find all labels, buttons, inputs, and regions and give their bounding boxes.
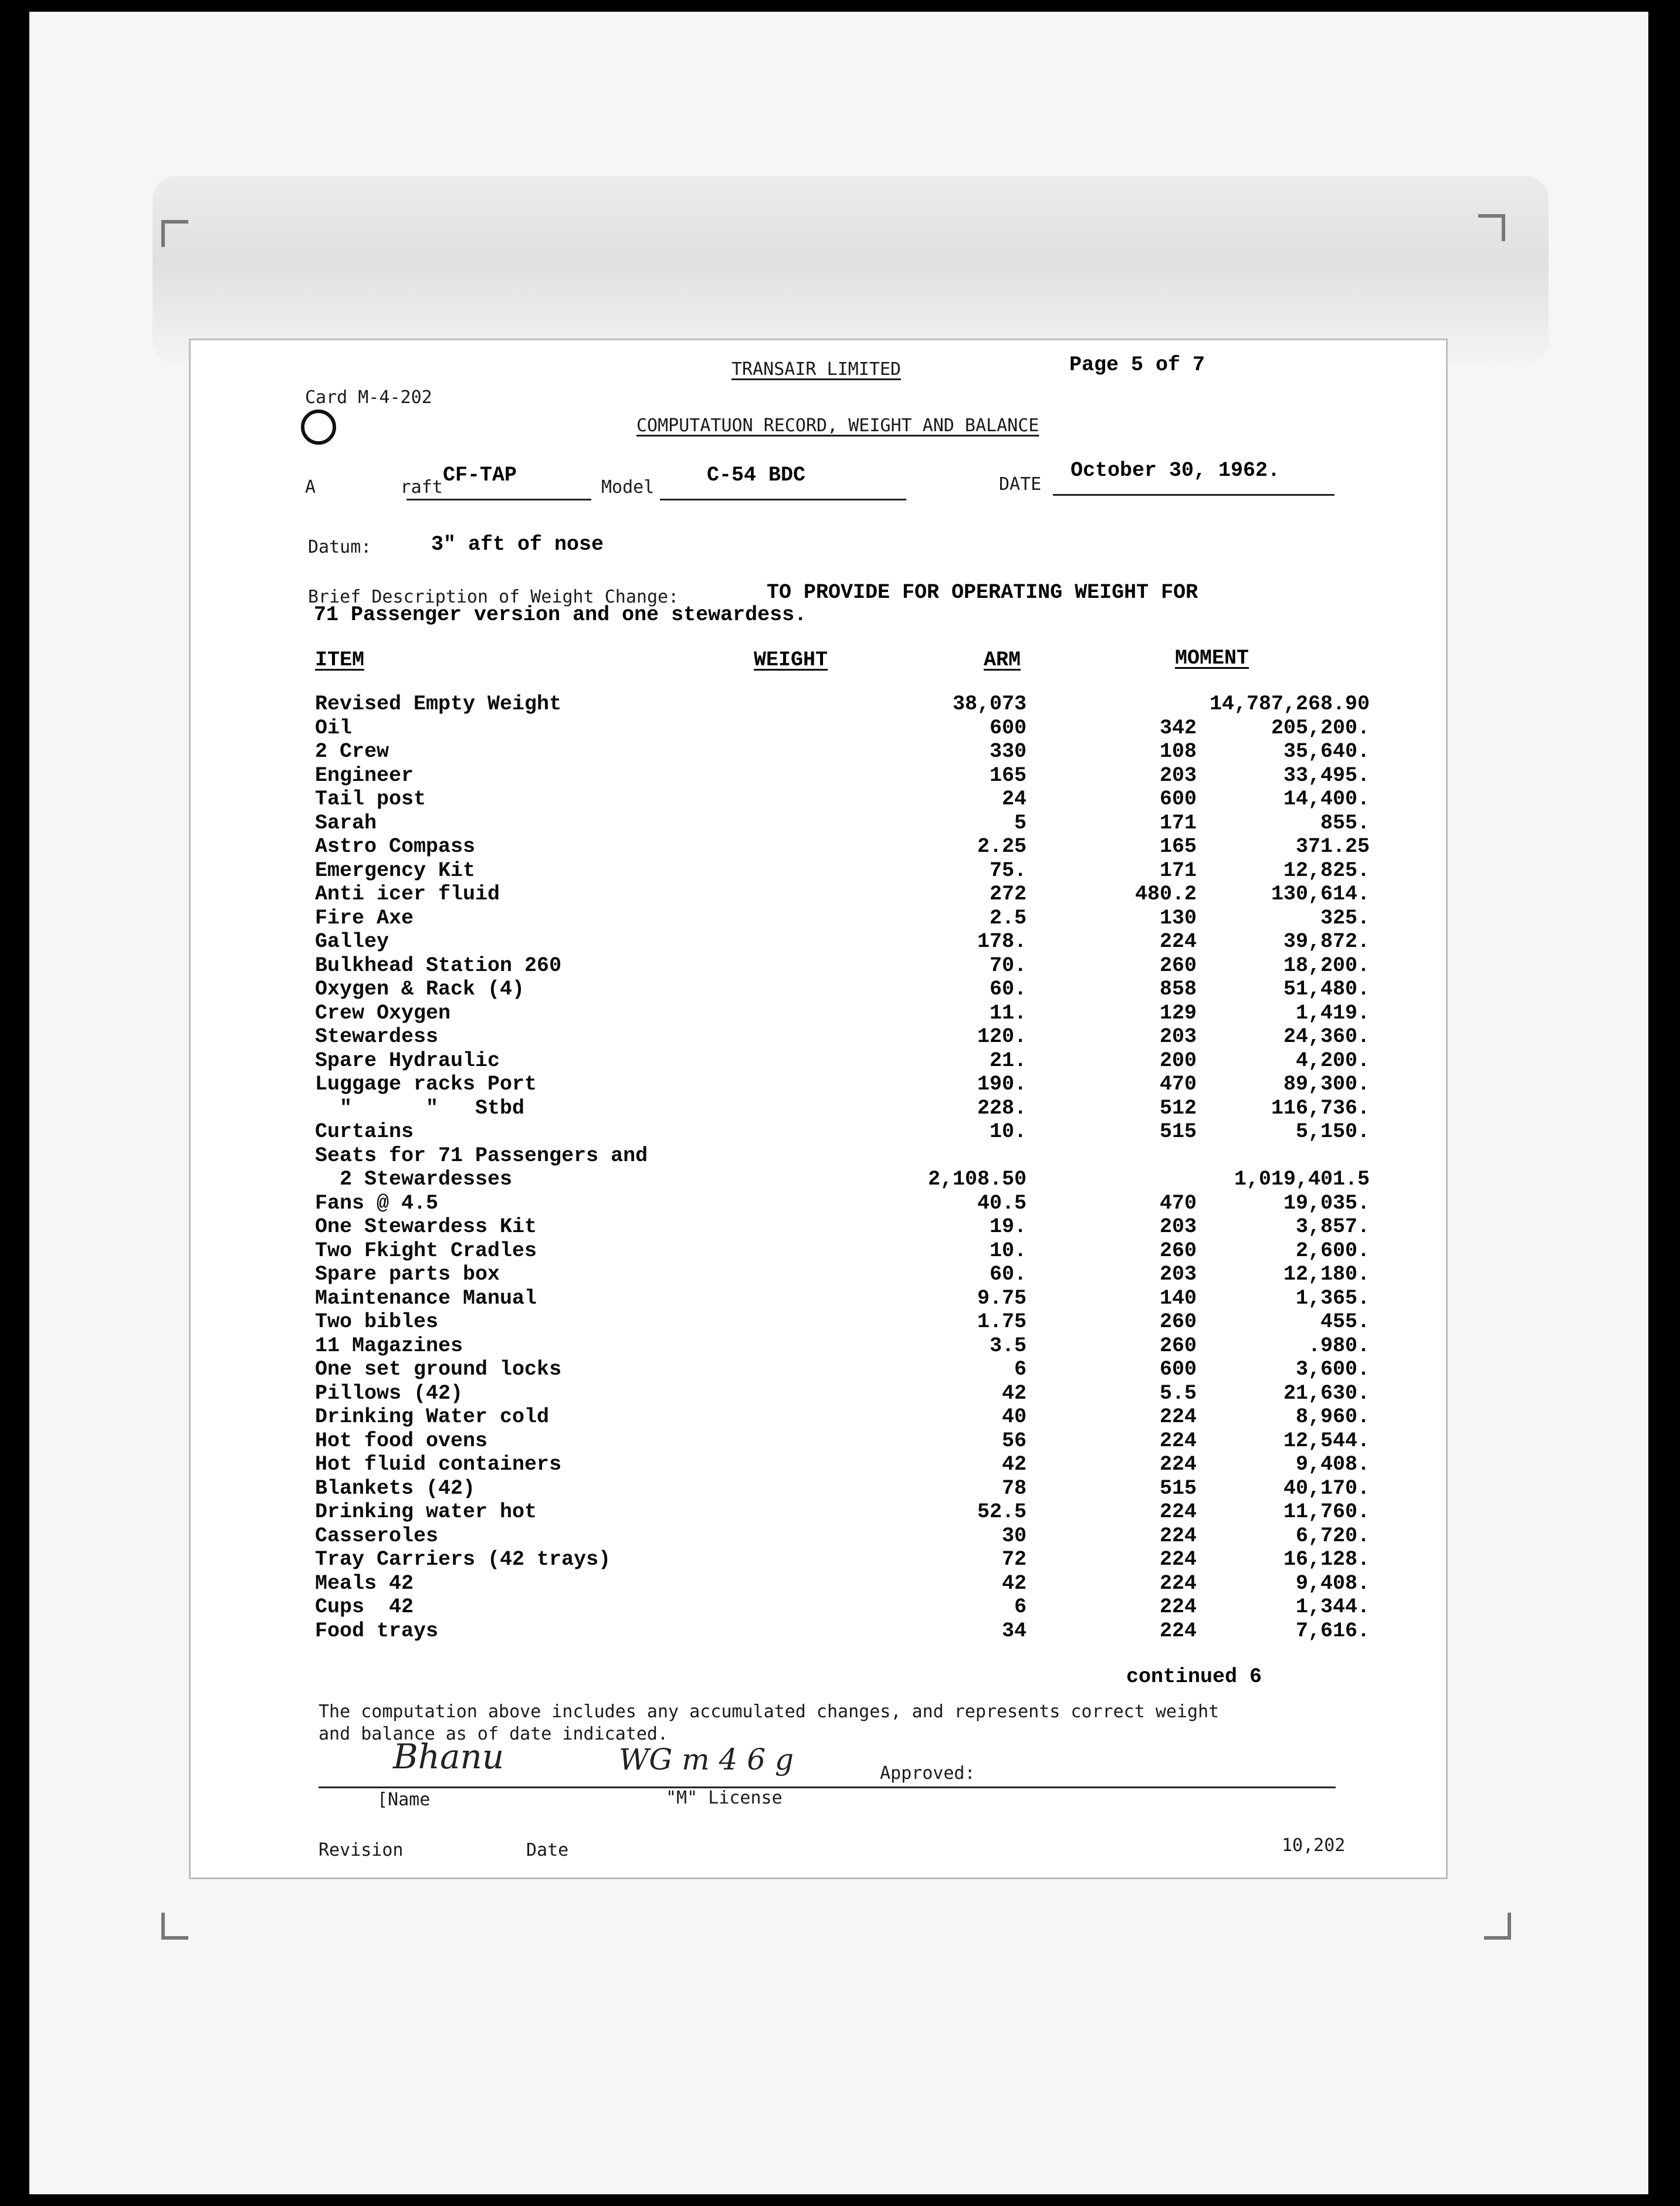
row-item: Two bibles	[315, 1310, 439, 1334]
table-row	[191, 716, 1446, 740]
table-row	[191, 1215, 1446, 1239]
row-weight: 34	[1001, 1619, 1027, 1643]
row-weight: 165	[989, 763, 1027, 787]
name-label: [Name	[377, 1789, 431, 1810]
row-moment: 325.	[1320, 906, 1370, 930]
table-row	[191, 1619, 1446, 1643]
row-weight: 38,073	[952, 692, 1027, 716]
row-item: Cups 42	[315, 1595, 414, 1619]
row-arm: 515	[1159, 1476, 1197, 1500]
brief-description-line-1: TO PROVIDE FOR OPERATING WEIGHT FOR	[767, 581, 1198, 604]
row-item: " " Stbd	[315, 1096, 525, 1120]
row-weight: 11.	[989, 1001, 1027, 1025]
row-moment: 2,600.	[1295, 1239, 1370, 1263]
table-row	[191, 1144, 1446, 1168]
company-name: TRANSAIR LIMITED	[731, 359, 901, 380]
signature-license: WG m 4 6 g	[619, 1743, 794, 1777]
row-arm: 140	[1159, 1286, 1197, 1310]
statement-line-1: The computation above includes any accumulated changes, and represents correct weight	[319, 1701, 1220, 1722]
row-moment: 16,128.	[1283, 1548, 1370, 1571]
row-moment: 12,544.	[1283, 1429, 1370, 1453]
table-row	[191, 1002, 1446, 1026]
scan-fold-shadow	[153, 176, 1549, 364]
table-row	[191, 1287, 1446, 1311]
row-moment: 18,200.	[1283, 953, 1370, 977]
table-row	[191, 740, 1446, 764]
row-moment: 1,365.	[1295, 1286, 1370, 1310]
row-weight: 6	[1014, 1358, 1027, 1381]
row-weight: 9.75	[977, 1286, 1027, 1310]
row-moment: 116,736.	[1271, 1096, 1370, 1120]
row-weight: 178.	[977, 930, 1027, 953]
aircraft-label: A raft	[305, 477, 443, 498]
table-row	[191, 1453, 1446, 1477]
row-moment: 6,720.	[1295, 1524, 1370, 1548]
row-weight: 6	[1014, 1595, 1027, 1619]
row-weight: 78	[1001, 1476, 1027, 1500]
row-item: Bulkhead Station 260	[315, 953, 562, 977]
row-arm: 203	[1159, 1025, 1197, 1048]
row-arm: 224	[1159, 1453, 1197, 1476]
row-weight: 21.	[989, 1048, 1027, 1072]
row-item: Curtains	[315, 1120, 414, 1143]
aircraft-underline	[407, 499, 591, 500]
row-item: 2 Stewardesses	[315, 1168, 513, 1191]
date-value: October 30, 1962.	[1071, 459, 1281, 482]
row-weight: 70.	[989, 953, 1027, 977]
row-arm: 858	[1159, 977, 1197, 1001]
row-arm: 224	[1159, 1571, 1197, 1595]
row-item: Spare Hydraulic	[315, 1048, 500, 1072]
row-arm: 224	[1159, 1405, 1197, 1429]
datum-value: 3" aft of nose	[431, 533, 604, 556]
row-item: Tail post	[315, 787, 426, 811]
table-row	[191, 1524, 1446, 1548]
row-item: Oil	[315, 716, 353, 740]
row-weight: 5	[1014, 811, 1027, 835]
row-moment: 8,960.	[1295, 1405, 1370, 1429]
row-item: Pillows (42)	[315, 1381, 463, 1405]
row-item: Spare parts box	[315, 1263, 500, 1286]
model-underline	[660, 499, 906, 500]
table-row	[191, 1595, 1446, 1619]
row-weight: 272	[989, 882, 1027, 906]
column-header-moment: MOMENT	[1175, 647, 1249, 670]
table-row	[191, 1168, 1446, 1192]
row-arm: 512	[1159, 1096, 1197, 1120]
row-weight: 60.	[989, 1263, 1027, 1286]
row-item: Hot fluid containers	[315, 1453, 562, 1476]
row-arm: 203	[1159, 1263, 1197, 1286]
row-moment: 89,300.	[1283, 1072, 1370, 1096]
row-item: Engineer	[315, 763, 414, 787]
table-row	[191, 1072, 1446, 1097]
row-moment: 9,408.	[1295, 1571, 1370, 1595]
row-item: Two Fkight Cradles	[315, 1239, 537, 1263]
row-item: Luggage racks Port	[315, 1072, 537, 1096]
row-arm: 224	[1159, 1595, 1197, 1619]
table-row	[191, 1572, 1446, 1596]
row-moment: 14,400.	[1283, 787, 1370, 811]
row-arm: 224	[1159, 1429, 1197, 1453]
row-weight: 10.	[989, 1120, 1027, 1143]
row-weight: 30	[1001, 1524, 1027, 1548]
row-weight: 40.5	[977, 1191, 1027, 1215]
row-moment: 51,480.	[1283, 977, 1370, 1001]
row-arm: 203	[1159, 1215, 1197, 1239]
row-weight: 228.	[977, 1096, 1027, 1120]
row-item: Oxygen & Rack (4)	[315, 977, 525, 1001]
row-item: Fans @ 4.5	[315, 1191, 439, 1215]
table-row	[191, 1097, 1446, 1121]
table-row	[191, 835, 1446, 859]
page-number: Page 5 of 7	[1069, 353, 1205, 377]
row-moment: 9,408.	[1295, 1453, 1370, 1476]
row-moment: 1,344.	[1295, 1595, 1370, 1619]
brief-description-label: Brief Description of Weight Change:	[308, 587, 679, 607]
form-title: COMPUTATUON RECORD, WEIGHT AND BALANCE	[636, 415, 1039, 436]
row-item: Drinking Water cold	[315, 1405, 550, 1429]
model-value: C-54 BDC	[707, 463, 806, 487]
row-weight: 190.	[977, 1072, 1027, 1096]
row-arm: 203	[1159, 763, 1197, 787]
table-row	[191, 930, 1446, 954]
approved-line	[990, 1787, 1336, 1788]
table-row	[191, 1263, 1446, 1287]
row-weight: 24	[1001, 787, 1027, 811]
row-item: Maintenance Manual	[315, 1286, 537, 1310]
column-header-weight: WEIGHT	[754, 648, 828, 672]
row-item: Meals 42	[315, 1571, 414, 1595]
row-weight: 42	[1001, 1453, 1027, 1476]
row-moment: 855.	[1320, 811, 1370, 835]
row-arm: 260	[1159, 953, 1197, 977]
row-weight: 3.5	[989, 1334, 1027, 1358]
row-item: Galley	[315, 930, 389, 953]
table-row	[191, 811, 1446, 835]
signature-name: Bhanu	[393, 1737, 504, 1777]
row-moment: 1,019,401.5	[1234, 1168, 1370, 1191]
row-item: 11 Magazines	[315, 1334, 463, 1358]
row-arm: 108	[1159, 740, 1197, 763]
row-weight: 42	[1001, 1571, 1027, 1595]
table-row	[191, 787, 1446, 811]
row-arm: 5.5	[1159, 1381, 1197, 1405]
weight-balance-form	[191, 340, 1446, 1877]
row-item: Food trays	[315, 1619, 439, 1643]
row-weight: 19.	[989, 1215, 1027, 1239]
row-item: Drinking water hot	[315, 1500, 537, 1524]
punch-hole	[301, 410, 336, 445]
row-arm: 165	[1159, 835, 1197, 858]
table-row	[191, 764, 1446, 788]
table-row	[191, 882, 1446, 906]
row-moment: 371.25	[1295, 835, 1370, 858]
row-weight: 52.5	[977, 1500, 1027, 1524]
row-arm: 224	[1159, 930, 1197, 953]
table-row	[191, 1192, 1446, 1216]
row-arm: 224	[1159, 1500, 1197, 1524]
row-item: 2 Crew	[315, 740, 389, 763]
row-arm: 224	[1159, 1524, 1197, 1548]
row-moment: 14,787,268.90	[1209, 692, 1370, 716]
row-weight: 2.25	[977, 835, 1027, 858]
row-moment: 4,200.	[1295, 1048, 1370, 1072]
row-arm: 224	[1159, 1548, 1197, 1571]
aircraft-value: CF-TAP	[443, 463, 517, 487]
row-moment: 21,630.	[1283, 1381, 1370, 1405]
row-moment: 455.	[1320, 1310, 1370, 1334]
form-number: 10,202	[1282, 1835, 1346, 1856]
row-moment: 12,825.	[1283, 858, 1370, 882]
table-row	[191, 1239, 1446, 1263]
continued-note: continued 6	[1126, 1665, 1262, 1689]
row-arm: 130	[1159, 906, 1197, 930]
statement-line-2: and balance as of date indicated.	[319, 1724, 669, 1744]
table-row	[191, 1429, 1446, 1453]
row-arm: 470	[1159, 1072, 1197, 1096]
table-row	[191, 977, 1446, 1002]
row-item: Tray Carriers (42 trays)	[315, 1548, 611, 1571]
table-row	[191, 1477, 1446, 1501]
column-header-item: ITEM	[315, 648, 365, 672]
column-header-arm: ARM	[984, 648, 1021, 672]
row-arm: 470	[1159, 1191, 1197, 1215]
datum-label: Datum:	[308, 537, 372, 557]
row-arm: 200	[1159, 1048, 1197, 1072]
row-item: Anti icer fluid	[315, 882, 500, 906]
date-label: DATE	[999, 474, 1042, 495]
row-arm: 224	[1159, 1619, 1197, 1643]
table-row	[191, 1049, 1446, 1073]
crop-mark	[1478, 214, 1505, 241]
row-moment: 35,640.	[1283, 740, 1370, 763]
row-item: Emergency Kit	[315, 858, 476, 882]
row-moment: 3,857.	[1295, 1215, 1370, 1239]
row-weight: 2.5	[989, 906, 1027, 930]
row-moment: 3,600.	[1295, 1358, 1370, 1381]
table-row	[191, 954, 1446, 978]
row-moment: 205,200.	[1271, 716, 1370, 740]
brief-description-line-2: 71 Passenger version and one stewardess.	[314, 603, 807, 627]
row-item: Blankets (42)	[315, 1476, 476, 1500]
row-moment: 7,616.	[1295, 1619, 1370, 1643]
row-weight: 40	[1001, 1405, 1027, 1429]
row-item: Seats for 71 Passengers and	[315, 1143, 648, 1168]
row-weight: 72	[1001, 1548, 1027, 1571]
row-moment: 24,360.	[1283, 1025, 1370, 1048]
table-row	[191, 859, 1446, 883]
row-arm: 171	[1159, 811, 1197, 835]
table-row	[191, 1120, 1446, 1144]
row-weight: 600	[989, 716, 1027, 740]
weight-table	[191, 692, 1446, 1643]
approved-label: Approved:	[880, 1763, 976, 1784]
row-arm: 600	[1159, 787, 1197, 811]
row-item: One Stewardess Kit	[315, 1215, 537, 1239]
table-row	[191, 906, 1446, 931]
row-arm: 260	[1159, 1239, 1197, 1263]
row-arm: 171	[1159, 858, 1197, 882]
row-moment: 1,419.	[1295, 1001, 1370, 1025]
row-moment: 130,614.	[1271, 882, 1370, 906]
table-row	[191, 1500, 1446, 1524]
table-row	[191, 1382, 1446, 1406]
row-moment: .980.	[1308, 1334, 1370, 1358]
crop-mark	[1484, 1913, 1511, 1940]
row-weight: 42	[1001, 1381, 1027, 1405]
row-weight: 56	[1001, 1429, 1027, 1453]
row-weight: 1.75	[977, 1310, 1027, 1334]
license-label: "M" License	[666, 1788, 783, 1808]
row-moment: 12,180.	[1283, 1263, 1370, 1286]
row-arm: 260	[1159, 1334, 1197, 1358]
row-weight: 2,108.50	[927, 1168, 1027, 1191]
row-arm: 129	[1159, 1001, 1197, 1025]
row-moment: 39,872.	[1283, 930, 1370, 953]
date-underline	[1053, 494, 1334, 496]
crop-mark	[161, 1913, 188, 1940]
table-row	[191, 1334, 1446, 1358]
row-moment: 11,760.	[1283, 1500, 1370, 1524]
row-weight: 330	[989, 740, 1027, 763]
row-arm: 260	[1159, 1310, 1197, 1334]
table-row	[191, 1310, 1446, 1334]
row-item: One set ground locks	[315, 1358, 562, 1381]
row-weight: 10.	[989, 1239, 1027, 1263]
revision-label: Revision	[319, 1840, 404, 1860]
row-item: Sarah	[315, 811, 377, 835]
table-row	[191, 692, 1446, 716]
row-item: Hot food ovens	[315, 1429, 488, 1453]
row-moment: 33,495.	[1283, 763, 1370, 787]
row-item: Revised Empty Weight	[315, 692, 562, 716]
row-item: Stewardess	[315, 1025, 439, 1048]
row-arm: 515	[1159, 1120, 1197, 1143]
revision-date-label: Date	[526, 1840, 569, 1860]
row-item: Crew Oxygen	[315, 1001, 451, 1025]
crop-mark	[161, 220, 188, 247]
row-weight: 75.	[989, 858, 1027, 882]
row-item: Casseroles	[315, 1524, 439, 1548]
row-arm: 600	[1159, 1358, 1197, 1381]
row-weight: 120.	[977, 1025, 1027, 1048]
table-row	[191, 1548, 1446, 1572]
table-row	[191, 1405, 1446, 1429]
row-weight: 60.	[989, 977, 1027, 1001]
table-row	[191, 1358, 1446, 1382]
row-moment: 19,035.	[1283, 1191, 1370, 1215]
row-item: Astro Compass	[315, 835, 476, 858]
row-arm: 480.2	[1134, 882, 1197, 906]
row-item: Fire Axe	[315, 906, 414, 930]
table-row	[191, 1025, 1446, 1049]
row-moment: 5,150.	[1295, 1120, 1370, 1143]
model-label: Model	[601, 477, 655, 498]
row-moment: 40,170.	[1283, 1476, 1370, 1500]
row-arm: 342	[1159, 716, 1197, 740]
card-number: Card M-4-202	[305, 387, 432, 408]
